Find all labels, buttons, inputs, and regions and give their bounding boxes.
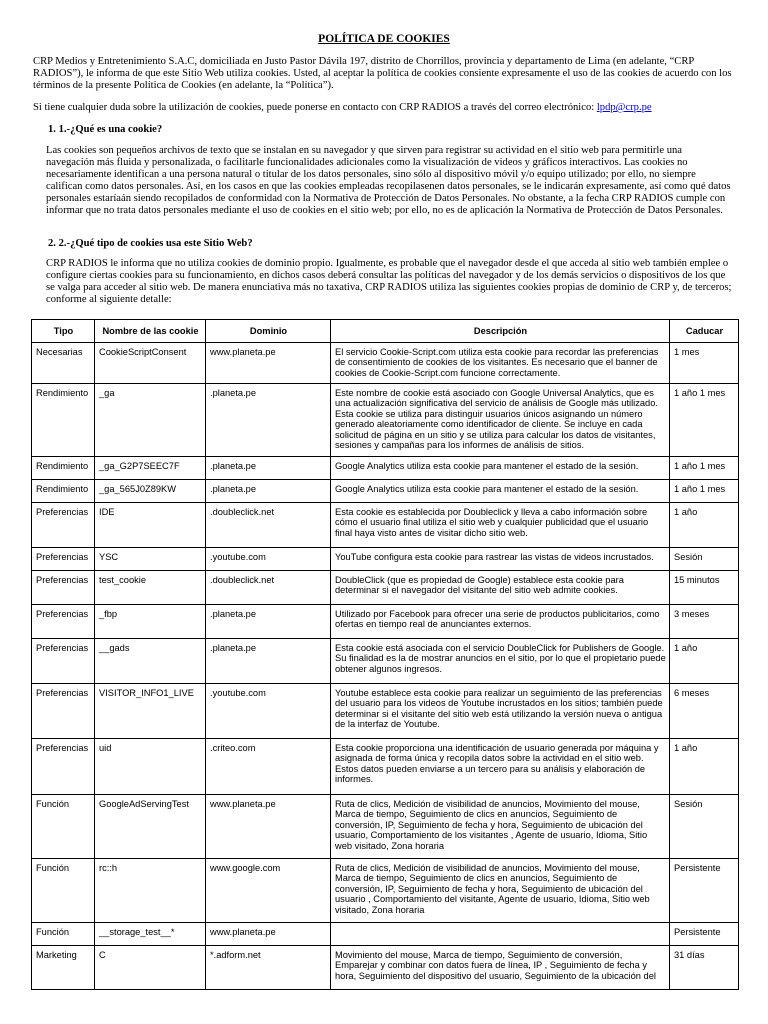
cell-tipo: Rendimiento xyxy=(32,457,95,480)
cell-tipo: Rendimiento xyxy=(32,480,95,503)
cell-nombre: CookieScriptConsent xyxy=(95,343,206,384)
cell-caducar: 1 mes xyxy=(670,343,739,384)
cell-nombre: _fbp xyxy=(95,605,206,639)
cell-dominio: .planeta.pe xyxy=(206,384,331,457)
cell-descripcion: Google Analytics utiliza esta cookie para mantener el estado de la sesión. xyxy=(331,457,670,480)
cell-nombre: _ga xyxy=(95,384,206,457)
table-row xyxy=(32,923,739,946)
cell-tipo: Rendimiento xyxy=(32,384,95,457)
table-row xyxy=(32,739,739,795)
email-link[interactable]: lpdp@crp.pe xyxy=(596,102,652,113)
cell-tipo: Función xyxy=(32,795,95,859)
table-row xyxy=(32,639,739,684)
table-row xyxy=(32,343,739,384)
cell-descripcion: DoubleClick (que es propiedad de Google) establece esta cookie para determinar si el navegador del visitante del sitio web admite cookies. xyxy=(331,571,670,605)
cell-descripcion xyxy=(331,923,670,946)
cell-tipo: Preferencias xyxy=(32,503,95,548)
cell-descripcion: Este nombre de cookie está asociado con Google Universal Analytics, que es una actualización significativa del servicio de análisis de Google más utilizado. Esta cookie se utiliza para distinguir usuarios únicos asignando un número generado aleatoriamente como identificador de cliente. Se incluye en cada solicitud de página en un sitio y se utiliza para calcular los datos de visitantes, sesiones y campañas para los informes de análisis de sitios. xyxy=(331,384,670,457)
header-tipo: Tipo xyxy=(32,320,95,343)
cell-nombre: uid xyxy=(95,739,206,795)
section1-heading: 1. 1.-¿Qué es una cookie? xyxy=(48,124,163,135)
table-row xyxy=(32,548,739,571)
cell-dominio: www.planeta.pe xyxy=(206,343,331,384)
cell-dominio: .planeta.pe xyxy=(206,457,331,480)
cell-caducar: Persistente xyxy=(670,859,739,923)
cell-descripcion: YouTube configura esta cookie para rastrear las vistas de videos incrustados. xyxy=(331,548,670,571)
contact-text: Si tiene cualquier duda sobre la utilización de cookies, puede ponerse en contacto con CRP RADIOS a través del correo electrónico: xyxy=(33,102,595,113)
table-row xyxy=(32,384,739,457)
table-row xyxy=(32,480,739,503)
section1-text: Las cookies son pequeños archivos de texto que se instalan en su navegador y que sirven para registrar su actividad en el sitio web para permitirle una navegación más fluida y personalizada, o facilitarle funcionalidades adicionales como la visualización de videos y gráficos interactivos. Las cookies no necesariamente identifican a una persona natural o titular de los datos personales, sino sólo al dispositivo móvil y/o equipo utilizado; por ello, no siempre califican como datos personales. Así, en los casos en que las cookies empleadas recopilasenen datos personales, se le indicarán expresamente, así como qué datos personales estaríaán siendo recopilados de conformidad con la Normativa de Protección de Datos Personales. No obstante, a la fecha CRP RADIOS cumple con informar que no trata datos personales mediante el uso de cookies en el sitio web; por ello, no es de aplicación la Normativa de Protección de Datos Personales. xyxy=(46,145,731,216)
cell-descripcion: Movimiento del mouse, Marca de tiempo, Seguimiento de conversión, Emparejar y combinar con datos fuera de línea, IP , Seguimiento de fecha y hora, Seguimiento del dispositivo del usuario, Seguimiento de la ubicación del xyxy=(331,946,670,990)
contact-paragraph xyxy=(33,102,739,114)
cell-dominio: .planeta.pe xyxy=(206,639,331,684)
cell-tipo: Función xyxy=(32,859,95,923)
cell-dominio: .planeta.pe xyxy=(206,480,331,503)
cell-dominio: .youtube.com xyxy=(206,548,331,571)
cell-nombre: _ga_565J0Z89KW xyxy=(95,480,206,503)
cell-dominio: www.planeta.pe xyxy=(206,923,331,946)
header-nombre: Nombre de las cookie xyxy=(95,320,206,343)
table-row xyxy=(32,457,739,480)
cell-tipo: Preferencias xyxy=(32,684,95,739)
cell-dominio: *.adform.net xyxy=(206,946,331,990)
cell-caducar: Persistente xyxy=(670,923,739,946)
cell-descripcion: Ruta de clics, Medición de visibilidad de anuncios, Movimiento del mouse, Marca de tiempo, Seguimiento de clics en anuncios, Seguimiento de conversión, IP, Seguimiento de fecha y hora, Seguimiento de ubicación del usuario, Comportamiento de los visitantes , Agente de usuario, Idioma, Sitio web visitado, Zona horaria xyxy=(331,795,670,859)
cell-caducar: Sesión xyxy=(670,795,739,859)
cell-caducar: 1 año xyxy=(670,639,739,684)
table-row xyxy=(32,684,739,739)
cell-caducar: 15 minutos xyxy=(670,571,739,605)
cell-dominio: .criteo.com xyxy=(206,739,331,795)
cell-descripcion: Esta cookie está asociada con el servicio DoubleClick for Publishers de Google. Su finalidad es la de mostrar anuncios en el sitio, por lo que el propietario puede obtener algunos ingresos. xyxy=(331,639,670,684)
cell-caducar: 1 año 1 mes xyxy=(670,384,739,457)
cell-tipo: Función xyxy=(32,923,95,946)
table-header-row xyxy=(32,320,739,343)
table-row xyxy=(32,605,739,639)
cell-tipo: Preferencias xyxy=(32,639,95,684)
cell-nombre: rc::h xyxy=(95,859,206,923)
cell-dominio: .doubleclick.net xyxy=(206,571,331,605)
header-caducar: Caducar xyxy=(670,320,739,343)
cell-nombre: YSC xyxy=(95,548,206,571)
cell-caducar: 6 meses xyxy=(670,684,739,739)
cell-caducar: 1 año xyxy=(670,739,739,795)
cell-caducar: 1 año 1 mes xyxy=(670,480,739,503)
cell-dominio: .planeta.pe xyxy=(206,605,331,639)
cell-dominio: .youtube.com xyxy=(206,684,331,739)
cell-tipo: Preferencias xyxy=(32,571,95,605)
cell-dominio: .doubleclick.net xyxy=(206,503,331,548)
table-row xyxy=(32,571,739,605)
section2-heading: 2. 2.-¿Qué tipo de cookies usa este Sitio Web? xyxy=(48,238,253,249)
cell-nombre: IDE xyxy=(95,503,206,548)
cell-caducar: 3 meses xyxy=(670,605,739,639)
cell-nombre: VISITOR_INFO1_LIVE xyxy=(95,684,206,739)
table-row xyxy=(32,859,739,923)
cell-caducar: 31 días xyxy=(670,946,739,990)
table-row xyxy=(32,946,739,990)
cell-descripcion: Esta cookie es establecida por Doubleclick y lleva a cabo información sobre cómo el usuario final utiliza el sitio web y cualquier publicidad que el usuario final haya visto antes de visitar dicho sitio web. xyxy=(331,503,670,548)
cell-caducar: Sesión xyxy=(670,548,739,571)
section2-text: CRP RADIOS le informa que no utiliza cookies de dominio propio. Igualmente, es probable que el navegador desde el que acceda al sitio web también emplee o configure ciertas cookies para su funcionamiento, en dichos casos deberá consultar las políticas del navegador y de los demás servicios o dispositivos de los que se valga para acceder al sitio web. De manera enunciativa más no taxativa, CRP RADIOS utiliza las siguientes cookies propias de dominio de CRP y, de terceros; conforme al siguiente detalle: xyxy=(46,258,732,305)
cell-nombre: C xyxy=(95,946,206,990)
cell-descripcion: Esta cookie proporciona una identificación de usuario generada por máquina y asignada de forma única y recopila datos sobre la actividad en el sitio web. Estos datos pueden enviarse a un tercero para su análisis y elaboración de informes. xyxy=(331,739,670,795)
cell-descripcion: Youtube establece esta cookie para realizar un seguimiento de las preferencias del usuario para los videos de Youtube incrustados en los sitios; también puede determinar si el visitante del sitio web está utilizando la versión nueva o antigua de la interfaz de Youtube. xyxy=(331,684,670,739)
cell-tipo: Preferencias xyxy=(32,739,95,795)
cell-tipo: Preferencias xyxy=(32,548,95,571)
cell-descripcion: Google Analytics utiliza esta cookie para mantener el estado de la sesión. xyxy=(331,480,670,503)
cell-tipo: Necesarias xyxy=(32,343,95,384)
cell-descripcion: El servicio Cookie-Script.com utiliza esta cookie para recordar las preferencias de consentimiento de cookies de los visitantes. Es necesario que el banner de cookies de Cookie-Script.com funcione correctamente. xyxy=(331,343,670,384)
cell-dominio: www.google.com xyxy=(206,859,331,923)
cell-nombre: __gads xyxy=(95,639,206,684)
cell-tipo: Preferencias xyxy=(32,605,95,639)
cell-nombre: test_cookie xyxy=(95,571,206,605)
cell-descripcion: Ruta de clics, Medición de visibilidad de anuncios, Movimiento del mouse, Marca de tiempo, Seguimiento de clics en anuncios, Seguimiento de conversión, IP, Seguimiento de fecha y hora, Seguimiento de ubicación del usuario , Comportamiento del visitante, Agente de usuario, Idioma, Sitio web visitado, Zona horaria xyxy=(331,859,670,923)
table-row xyxy=(32,795,739,859)
header-dominio: Dominio xyxy=(206,320,331,343)
cell-nombre: GoogleAdServingTest xyxy=(95,795,206,859)
cell-descripcion: Utilizado por Facebook para ofrecer una serie de productos publicitarios, como ofertas en tiempo real de anunciantes externos. xyxy=(331,605,670,639)
cell-nombre: __storage_test__* xyxy=(95,923,206,946)
cell-dominio: www.planeta.pe xyxy=(206,795,331,859)
intro-paragraph: CRP Medios y Entretenimiento S.A.C, domiciliada en Justo Pastor Dávila 197, distrito de Chorrillos, provincia y departamento de Lima (en adelante, “CRP RADIOS”), le informa de que este Sitio Web utiliza cookies. Usted, al aceptar la política de cookies consiente expresamente el uso de las cookies de acuerdo con los términos de la presente Política de Cookies (en adelante, la “Política”). xyxy=(33,56,732,91)
table-row xyxy=(32,503,739,548)
page-title: POLÍTICA DE COOKIES xyxy=(318,33,450,45)
cell-nombre: _ga_G2P7SEEC7F xyxy=(95,457,206,480)
cell-caducar: 1 año xyxy=(670,503,739,548)
cookies-table xyxy=(31,319,739,990)
cell-caducar: 1 año 1 mes xyxy=(670,457,739,480)
header-descripcion: Descripción xyxy=(331,320,670,343)
cell-tipo: Marketing xyxy=(32,946,95,990)
